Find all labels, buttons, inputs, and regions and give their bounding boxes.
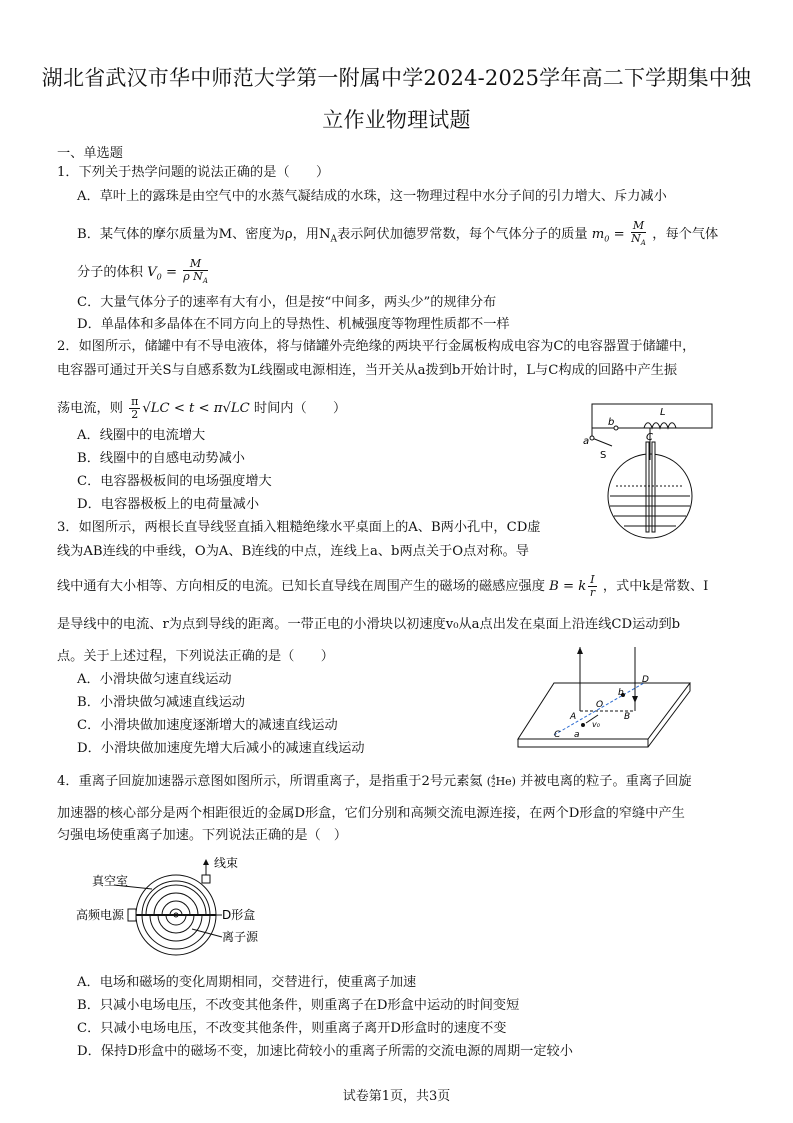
page-title-line1: 湖北省武汉市华中师范大学第一附属中学2024-2025学年高二下学期集中独 — [41, 66, 752, 90]
label-O: O — [596, 700, 604, 710]
label-D: D — [642, 675, 649, 685]
q4-stem-2: 加速器的核心部分是两个相距很近的金属D形盒，它们分别和高频交流电源连接，在两个D形盒的窄缝中产生 — [57, 806, 685, 821]
q4-stem-1: 4．重离子回旋加速器示意图如图所示，所谓重离子，是指重于2号元素氦 (4 2He) 并被电离的粒子。重离子回旋 — [57, 774, 692, 789]
label-C: C — [646, 432, 653, 443]
q2-option-d: D．电容器极板上的电荷量减小 — [77, 497, 260, 512]
q2-stem-3: 荡电流，则 $\frac{\pi}{2}$ √LC < t < π√LC 时间内（ ） — [57, 395, 347, 421]
label-v0: v₀ — [592, 720, 600, 729]
q3-stem-5: 点。关于上述过程，下列说法正确的是（ ） — [57, 649, 334, 664]
label-A: A — [570, 712, 577, 722]
q1-option-a: A．草叶上的露珠是由空气中的水蒸气凝结成的水珠，这一物理过程中水分子间的引力增大、斥力减小 — [77, 189, 667, 204]
label-a3: a — [574, 730, 580, 740]
q3-stem-4: 是导线中的电流、r为点到导线的距离。一带正电的小滑块以初速度v₀从a点出发在桌面上沿连线CD运动到b — [57, 617, 681, 632]
switch-blade — [592, 438, 612, 446]
q3-stem-1: 3．如图所示，两根长直导线竖直插入粗糙绝缘水平桌面上的A、B两小孔中，CD虚 — [57, 520, 541, 535]
q4-option-b: B．只减小电场电压，不改变其他条件，则重离子在D形盒中运动的时间变短 — [77, 998, 520, 1013]
label-a: a — [583, 436, 590, 447]
q1-option-c: C．大量气体分子的速率有大有小，但是按“中间多，两头少”的规律分布 — [77, 295, 497, 310]
label-source: 离子源 — [222, 930, 259, 944]
beam-port — [202, 875, 210, 883]
q1-option-d: D．单晶体和多晶体在不同方向上的导热性、机械强度等物理性质都不一样 — [77, 317, 510, 332]
q3-option-d: D．小滑块做加速度先增大后减小的减速直线运动 — [77, 741, 365, 756]
mass-formula: $m_0$ = — [591, 227, 625, 244]
q1-option-b: B．某气体的摩尔质量为M、密度为ρ，用$N_A$表示阿伏加德罗常数，每个气体分子的质量 $m_0$ = $\frac{M}{N_A}$ ，每个气体 — [77, 219, 719, 248]
q3-wires-table-figure — [514, 643, 700, 755]
label-C3: C — [554, 730, 561, 740]
q2-stem-2: 电容器可通过开关S与自感系数为L线圈或电源相连，当开关从a拨到b开始计时，L与C构成的回路中产生振 — [57, 363, 678, 378]
label-beam: 线束 — [214, 856, 239, 870]
table-top — [518, 683, 690, 739]
label-vacuum: 真空室 — [92, 874, 129, 888]
q3-option-c: C．小滑块做加速度逐渐增大的减速直线运动 — [77, 718, 338, 733]
label-b3: b — [618, 688, 624, 698]
q3-option-b: B．小滑块做匀减速直线运动 — [77, 695, 245, 710]
q3-option-a: A．小滑块做匀速直线运动 — [77, 672, 232, 687]
q4-stem-3: 匀强电场使重离子加速。下列说法正确的是（ ） — [57, 828, 348, 843]
page-footer: 试卷第1页，共3页 — [342, 1089, 451, 1104]
label-L: L — [660, 407, 666, 418]
volume-fraction: $\frac{M}{\rho N_A}$ — [183, 257, 208, 286]
q4-option-d: D．保持D形盒中的磁场不变，加速比荷较小的重离子所需的交流电源的周期一定较小 — [77, 1044, 573, 1059]
q4-option-a: A．电场和磁场的变化周期相同，交替进行，使重离子加速 — [77, 975, 417, 990]
q2-option-c: C．电容器极板间的电场强度增大 — [77, 474, 272, 489]
q1-option-b-cont: 分子的体积 $V_0$ = $\frac{M}{\rho N_A}$ — [77, 257, 208, 286]
q3-stem-2: 线为AB连线的中垂线，O为A、B连线的中点，连线上a、b两点关于O点对称。导 — [57, 544, 529, 559]
label-B: B — [624, 712, 631, 722]
inductor-coil — [644, 423, 676, 428]
page-title-line2: 立作业物理试题 — [322, 108, 471, 132]
label-b: b — [608, 417, 615, 428]
q2-lc-circuit-figure — [580, 398, 720, 530]
label-S: S — [600, 450, 607, 461]
q4-option-c: C．只减小电场电压，不改变其他条件，则重离子离开D形盒时的速度不变 — [77, 1021, 507, 1036]
q2-stem-1: 2．如图所示，储罐中有不导电液体，将与储罐外壳绝缘的两块平行金属板构成电容为C的电容器置于储罐中， — [57, 339, 696, 354]
q2-option-b: B．线圈中的自感电动势减小 — [77, 451, 245, 466]
q4-cyclotron-figure — [76, 855, 274, 955]
q3-stem-3: 线中通有大小相等、方向相反的电流。已知长直导线在周围产生的磁场的磁感应强度 B = k $\frac{I}{r}$ ，式中k是常数、I — [57, 573, 709, 599]
rf-power-box — [128, 909, 136, 921]
label-power: 高频电源 — [76, 908, 125, 922]
label-dbox: D形盒 — [222, 908, 256, 922]
mass-fraction: $\frac{M}{N_A}$ — [631, 219, 646, 248]
q1-stem: 1．下列关于热学问题的说法正确的是（ ） — [57, 165, 330, 180]
q2-option-a: A．线圈中的电流增大 — [77, 428, 206, 443]
section-label: 一、单选题 — [57, 146, 123, 161]
